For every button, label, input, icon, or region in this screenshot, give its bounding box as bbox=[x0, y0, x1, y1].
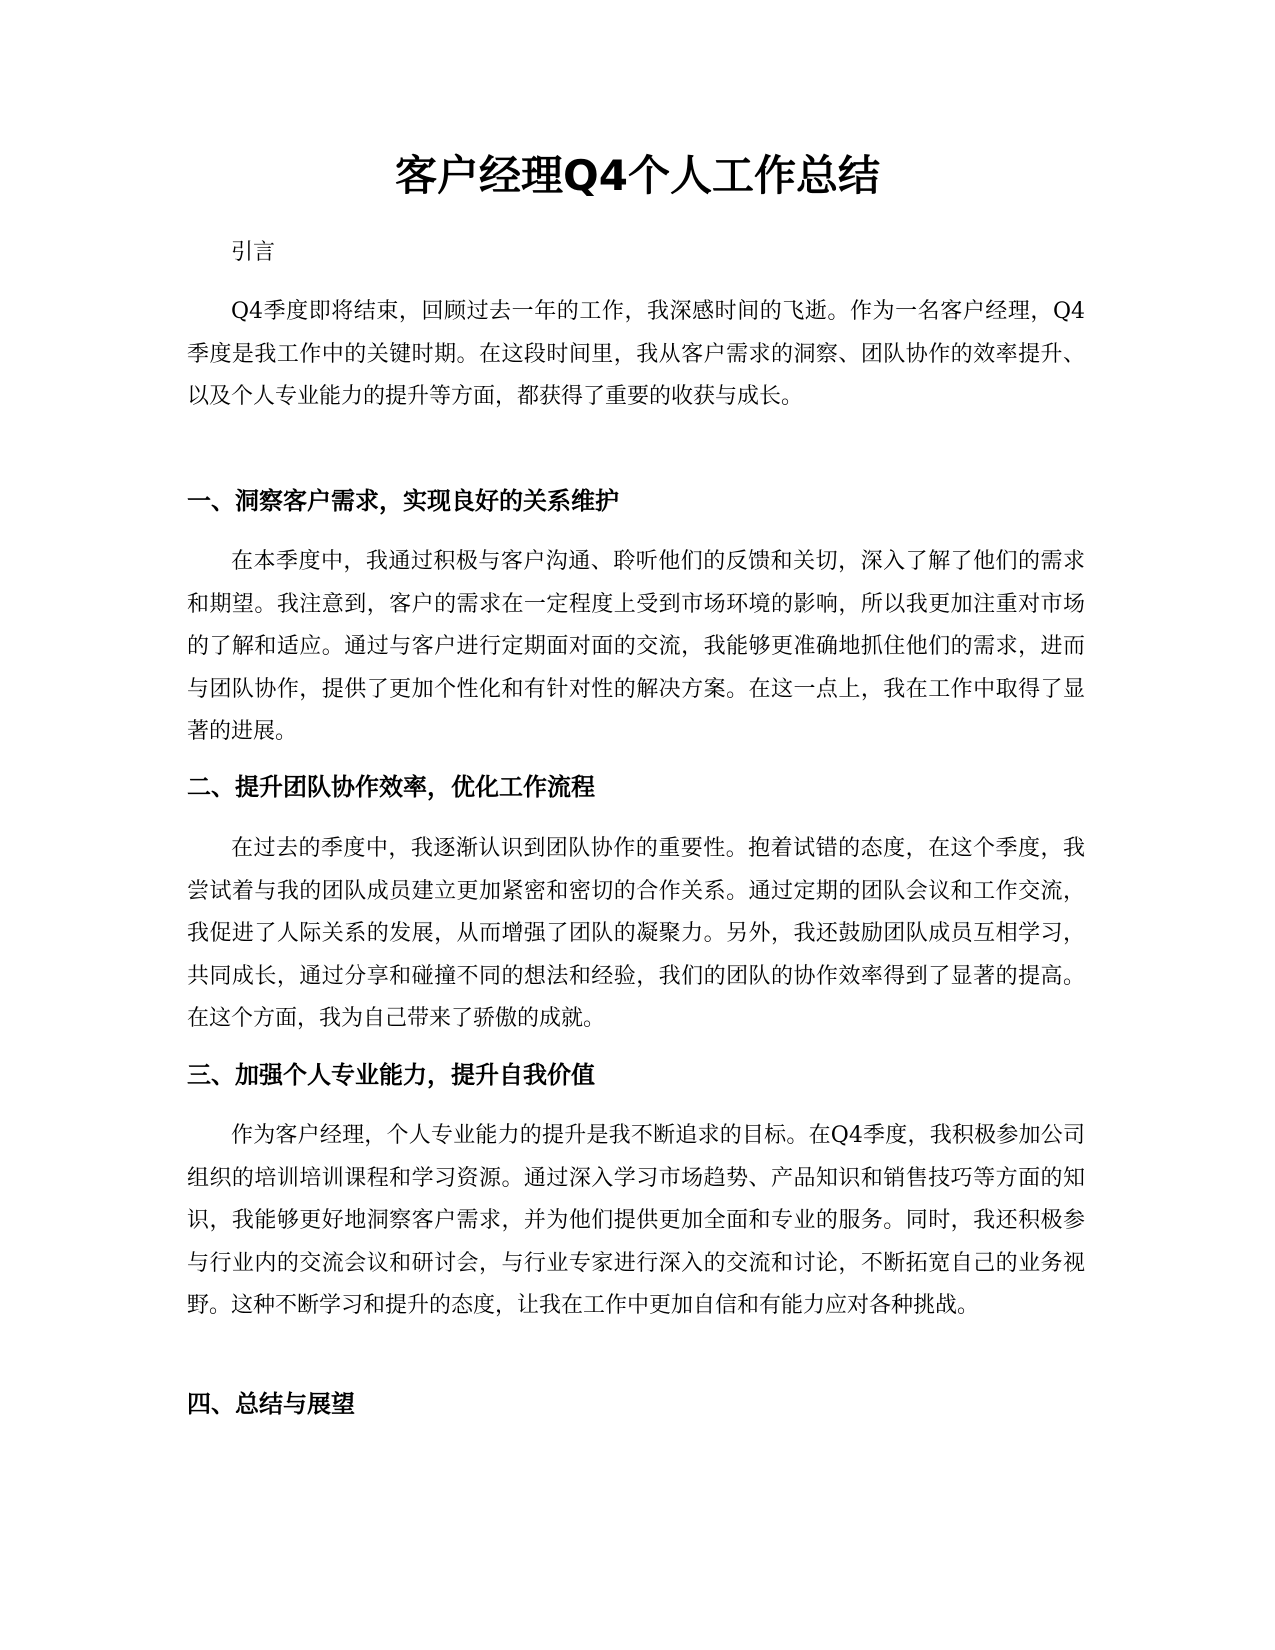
section-heading-4: 四、总结与展望 bbox=[187, 1390, 355, 1418]
intro-paragraph: Q4季度即将结束，回顾过去一年的工作，我深感时间的飞逝。作为一名客户经理，Q4季度是我工作中的关键时期。在这段时间里，我从客户需求的洞察、团队协作的效率提升、以及个人专业能力的提升等方面，都获得了重要的收获与成长。 bbox=[187, 299, 1085, 409]
section-paragraph-2: 在过去的季度中，我逐渐认识到团队协作的重要性。抱着试错的态度，在这个季度，我尝试着与我的团队成员建立更加紧密和密切的合作关系。通过定期的团队会议和工作交流，我促进了人际关系的发展，从而增强了团队的凝聚力。另外，我还鼓励团队成员互相学习，共同成长，通过分享和碰撞不同的想法和经验，我们的团队的协作效率得到了显著的提高。在这个方面，我为自己带来了骄傲的成就。 bbox=[187, 836, 1085, 1031]
section-paragraph-3: 作为客户经理，个人专业能力的提升是我不断追求的目标。在Q4季度，我积极参加公司组织的培训培训课程和学习资源。通过深入学习市场趋势、产品知识和销售技巧等方面的知识，我能够更好地洞察客户需求，并为他们提供更加全面和专业的服务。同时，我还积极参与行业内的交流会议和研讨会，与行业专家进行深入的交流和讨论，不断拓宽自己的业务视野。这种不断学习和提升的态度，让我在工作中更加自信和有能力应对各种挑战。 bbox=[187, 1123, 1085, 1318]
intro-label: 引言 bbox=[231, 240, 276, 265]
section-heading-2: 二、提升团队协作效率，优化工作流程 bbox=[187, 773, 595, 801]
document-title: 客户经理Q4个人工作总结 bbox=[395, 151, 880, 200]
section-heading-1: 一、洞察客户需求，实现良好的关系维护 bbox=[187, 487, 619, 515]
section-heading-3: 三、加强个人专业能力，提升自我价值 bbox=[187, 1061, 595, 1089]
section-paragraph-1: 在本季度中，我通过积极与客户沟通、聆听他们的反馈和关切，深入了解了他们的需求和期望。我注意到，客户的需求在一定程度上受到市场环境的影响，所以我更加注重对市场的了解和适应。通过与客户进行定期面对面的交流，我能够更准确地抓住他们的需求，进而与团队协作，提供了更加个性化和有针对性的解决方案。在这一点上，我在工作中取得了显著的进展。 bbox=[187, 549, 1085, 744]
